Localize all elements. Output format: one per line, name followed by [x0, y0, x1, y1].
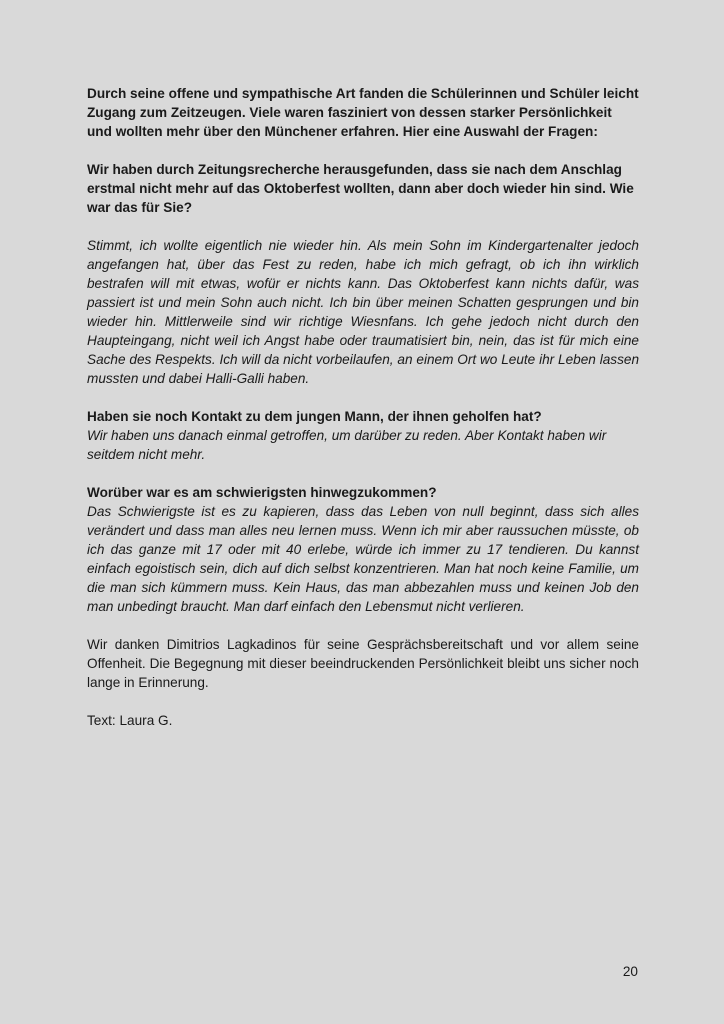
article-body — [87, 84, 639, 730]
question-2: Haben sie noch Kontakt zu dem jungen Mann, der ihnen geholfen hat? — [87, 409, 542, 424]
answer-3: Das Schwierigste ist es zu kapieren, dass das Leben von null beginnt, dass sich alles verändert und dass man alles neu lernen muss. Wenn ich mir aber raussuchen müsste, ob ich das ganze mit 17 oder mit 40 erlebe, würde ich immer zu 17 tendieren. Du kannst einfach egoistisch sein, dich auf dich selbst konzentrieren. Man hat noch keine Familie, um die man sich kümmern muss. Kein Haus, das man abbezahlen muss und keinen Job den man unbedingt braucht. Man darf einfach den Lebensmut nicht verlieren. — [87, 504, 639, 614]
answer-2: Wir haben uns danach einmal getroffen, um darüber zu reden. Aber Kontakt haben wir seitdem nicht mehr. — [87, 428, 607, 462]
page-number: 20 — [622, 964, 638, 979]
author-credit: Text: Laura G. — [87, 713, 173, 728]
question-3: Worüber war es am schwierigsten hinwegzukommen? — [87, 485, 437, 500]
closing-paragraph: Wir danken Dimitrios Lagkadinos für seine Gesprächsbereitschaft und vor allem seine Offenheit. Die Begegnung mit dieser beeindruckenden Persönlichkeit bleibt uns sicher noch lange in Erinnerung. — [87, 637, 639, 690]
answer-1: Stimmt, ich wollte eigentlich nie wieder hin. Als mein Sohn im Kindergartenalter jedoch angefangen hat, über das Fest zu reden, habe ich mich gefragt, ob ich ihn wirklich bestrafen will mit etwas, wofür er nichts kann. Das Oktoberfest kann nichts dafür, was passiert ist und mein Sohn auch nicht. Ich bin über meinen Schatten gesprungen und bin wieder hin. Mittlerweile sind wir richtige Wiesnfans. Ich gehe jedoch nicht durch den Haupteingang, nicht weil ich Angst habe oder traumatisiert bin, nein, das ist für mich eine Sache des Respekts. Ich will da nicht vorbeilaufen, an einem Ort wo Leute ihr Leben lassen mussten und dabei Halli-Galli haben. — [87, 238, 639, 386]
question-1: Wir haben durch Zeitungsrecherche herausgefunden, dass sie nach dem Anschlag erstmal nicht mehr auf das Oktoberfest wollten, dann aber doch wieder hin sind. Wie war das für Sie? — [87, 162, 634, 215]
intro-paragraph: Durch seine offene und sympathische Art fanden die Schülerinnen und Schüler leicht Zugang zum Zeitzeugen. Viele waren fasziniert von dessen starker Persönlichkeit und wollten mehr über den Münchener erfahren. Hier eine Auswahl der Fragen: — [87, 86, 639, 139]
